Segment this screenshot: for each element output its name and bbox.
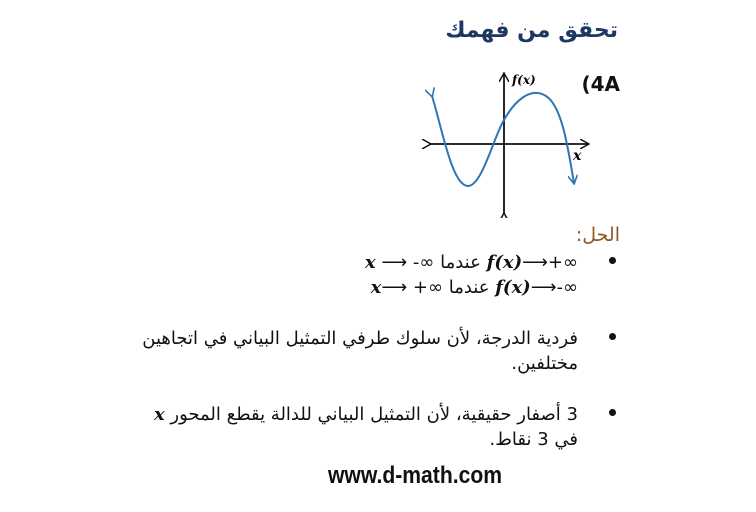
function-graph bbox=[420, 68, 590, 218]
bullet-dot bbox=[609, 333, 616, 340]
when-word: عندما bbox=[448, 277, 490, 298]
list-item-end-behavior bbox=[136, 250, 616, 300]
limit-result: ⟶-∞ bbox=[530, 277, 578, 298]
zeros-text-b: في 3 نقاط. bbox=[489, 429, 578, 450]
cubic-curve bbox=[432, 93, 574, 186]
arrow: ⟶ bbox=[381, 277, 413, 298]
math-func: 𝒇(𝒙) bbox=[486, 252, 523, 273]
degree-text: فردية الدرجة، لأن سلوك طرفي التمثيل البياني في اتجاهين مختلفين. bbox=[142, 328, 578, 374]
end-behavior-line-1 bbox=[136, 250, 578, 275]
bullet-dot bbox=[609, 409, 616, 416]
limit: -∞ bbox=[412, 252, 441, 273]
zeros-text-a: 3 أصفار حقيقية، لأن التمثيل البياني للدالة يقطع المحور bbox=[164, 404, 578, 425]
page-title: تحقق من فهمك bbox=[445, 18, 618, 43]
solution-list bbox=[136, 250, 616, 452]
website-footer: www.d-math.com bbox=[327, 462, 503, 489]
bullet-dot bbox=[609, 257, 616, 264]
math-var: 𝒙 bbox=[370, 277, 382, 298]
list-item-degree bbox=[136, 326, 616, 376]
x-axis-label-text: x bbox=[573, 148, 582, 164]
end-behavior-line-2 bbox=[136, 275, 578, 300]
limit-result: ⟶+∞ bbox=[522, 252, 578, 273]
y-axis-label-text: f(x) bbox=[512, 73, 536, 87]
x-axis-label bbox=[572, 148, 582, 164]
math-var: 𝒙 bbox=[364, 252, 376, 273]
zeros-var: 𝒙 bbox=[153, 404, 165, 425]
solution-label: الحل: bbox=[575, 224, 620, 246]
arrow: ⟶ bbox=[375, 252, 413, 273]
when-word: عندما bbox=[440, 252, 481, 273]
limit: +∞ bbox=[412, 277, 449, 298]
math-func: 𝒇(𝒙) bbox=[495, 277, 531, 298]
list-item-zeros bbox=[136, 402, 616, 452]
y-axis-label bbox=[511, 73, 536, 87]
question-number: (4A bbox=[581, 72, 620, 96]
